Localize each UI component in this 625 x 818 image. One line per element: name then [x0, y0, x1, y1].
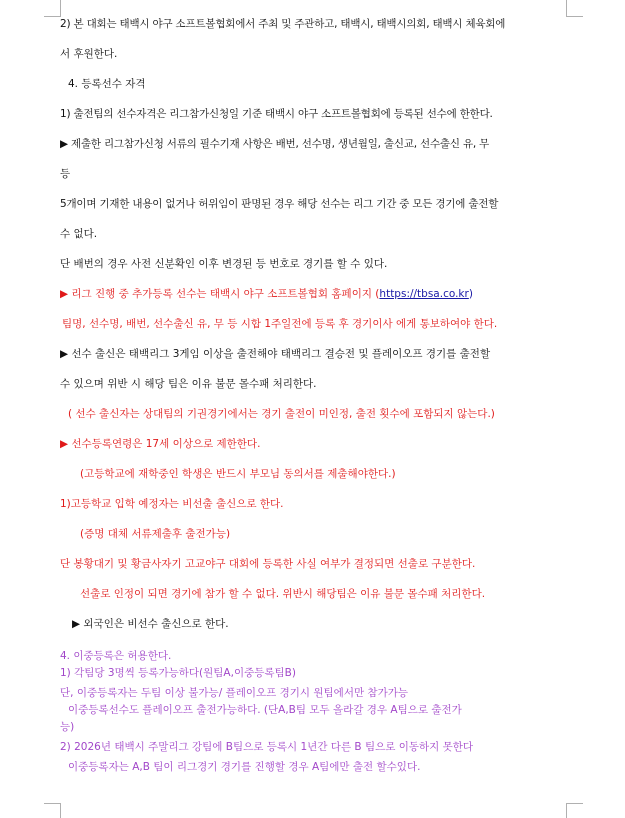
paragraph-text: ▶ 리그 진행 중 추가등록 선수는 태백시 야구 소프트볼협회 홈페이지 (: [60, 288, 380, 300]
page-corner-mark: [566, 803, 583, 818]
page-corner-mark: [44, 803, 61, 818]
paragraph-line: ( 선수 출신자는 상대팀의 기권경기에서는 경기 출전이 미인정, 출전 횟수에 포함되지 않는다.): [68, 408, 495, 420]
page-corner-mark: [566, 0, 583, 17]
section-heading: 4. 이중등록은 허용한다.: [60, 650, 172, 662]
paragraph-line: ▶ 제출한 리그참가신청 서류의 필수기재 사항은 배번, 선수명, 생년월일, 출신교, 선수출신 유, 무: [60, 138, 490, 150]
paragraph-line: (고등학교에 재학중인 학생은 반드시 부모님 동의서를 제출해야한다.): [80, 468, 396, 480]
page-corner-mark: [44, 0, 61, 17]
paragraph-line: 1) 출전팀의 선수자격은 리그참가신청일 기준 태백시 야구 소프트볼협회에 등록된 선수에 한한다.: [60, 108, 493, 120]
paragraph-line: (증명 대체 서류제출후 출전가능): [80, 528, 231, 540]
paragraph-line: 등: [60, 168, 71, 180]
paragraph-line: 이중등록자는 A,B 팀이 리그경기 경기를 진행할 경우 A팀에만 출전 할수있다.: [68, 761, 421, 773]
paragraph-line: 수 없다.: [60, 228, 98, 240]
paragraph-line: 2) 2026년 태백시 주말리그 강팀에 B팀으로 등록시 1년간 다른 B 팀으로 이동하지 못한다: [60, 741, 474, 753]
homepage-link[interactable]: https://tbsa.co.kr: [379, 288, 469, 300]
paragraph-line: 단 배번의 경우 사전 신분확인 이후 변경된 등 번호로 경기를 할 수 있다.: [60, 258, 388, 270]
paragraph-line: [60, 287, 473, 301]
paragraph-line: 1) 각팀당 3명씩 등록가능하다(원팀A,이중등록팀B): [60, 667, 296, 679]
paragraph-line: 5개이며 기재한 내용이 없거나 허위임이 판명된 경우 해당 선수는 리그 기간 중 모든 경기에 출전할: [60, 198, 499, 210]
paragraph-line: 서 후원한다.: [60, 48, 118, 60]
paragraph-line: 2) 본 대회는 태백시 야구 소프트볼협회에서 주최 및 주관하고, 태백시, 태백시의회, 태백시 체육회에: [60, 18, 506, 30]
paragraph-text: ): [468, 288, 473, 300]
paragraph-line: 수 있으며 위반 시 해당 팀은 이유 불문 몰수패 처리한다.: [60, 378, 317, 390]
paragraph-line: 팀명, 선수명, 배번, 선수출신 유, 무 등 시합 1주일전에 등록 후 경기이사 에게 통보하여야 한다.: [62, 318, 498, 330]
paragraph-line: 단, 이중등록자는 두팀 이상 불가능/ 플레이오프 경기시 원팀에서만 참가가능: [60, 687, 409, 699]
paragraph-line: 1)고등학교 입학 예정자는 비선출 출신으로 한다.: [60, 498, 284, 510]
paragraph-line: 단 봉황대기 및 황금사자기 고교야구 대회에 등록한 사실 여부가 결정되면 선출로 구분한다.: [60, 558, 476, 570]
paragraph-line: ▶ 선수등록연령은 17세 이상으로 제한한다.: [60, 438, 261, 450]
paragraph-line: ▶ 외국인은 비선수 출신으로 한다.: [72, 618, 229, 630]
paragraph-line: 이중등록선수도 플레이오프 출전가능하다. (단A,B팀 모두 올라갈 경우 A팀으로 출전가: [68, 704, 462, 716]
paragraph-line: 선출로 인정이 되면 경기에 참가 할 수 없다. 위반시 해당팀은 이유 불문 몰수패 처리한다.: [80, 588, 486, 600]
paragraph-line: ▶ 선수 출신은 태백리그 3게임 이상을 출전해야 태백리그 결승전 및 플레이오프 경기를 출전할: [60, 348, 491, 360]
section-heading: 4. 등록선수 자격: [68, 78, 146, 90]
paragraph-line: 능): [60, 721, 75, 733]
